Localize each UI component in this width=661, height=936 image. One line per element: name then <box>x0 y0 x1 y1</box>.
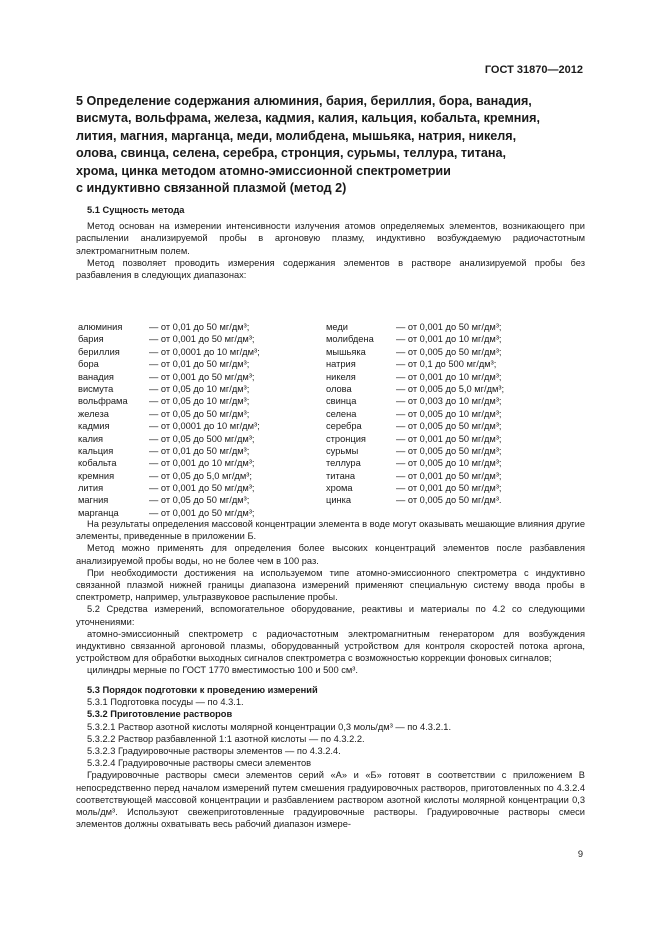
element-name: лития <box>78 483 104 494</box>
title-line: лития, магния, марганца, меди, молибдена, мышьяка, натрия, никеля, <box>76 128 517 143</box>
element-name: свинца <box>326 396 357 407</box>
paragraph: цилиндры мерные по ГОСТ 1770 вместимостью 100 и 500 см³. <box>87 665 358 676</box>
element-name: кобальта <box>78 458 117 469</box>
range-value: — от 0,001 до 50 мг/дм³; <box>396 483 502 494</box>
range-value: — от 0,001 до 50 мг/дм³; <box>149 507 255 518</box>
element-name: кальция <box>78 445 114 456</box>
range-value: — от 0,05 до 50 мг/дм³; <box>149 408 250 419</box>
item-5-3-2-2: 5.3.2.2 Раствор разбавленной 1:1 азотной кислоты — по 4.3.2.2. <box>87 733 365 744</box>
paragraph: На результаты определения массовой концентрации элемента в воде могут оказывать мешающие влияния другие элементы, приведенные в приложении Б. <box>76 519 585 542</box>
range-value: — от 0,003 до 10 мг/дм³; <box>396 396 502 407</box>
range-value: — от 0,05 до 10 мг/дм³; <box>149 396 250 407</box>
range-value: — от 0,001 до 50 мг/дм³; <box>149 334 255 345</box>
element-name: алюминия <box>78 322 123 332</box>
range-value: — от 0,0001 до 10 мг/дм³; <box>149 346 260 357</box>
range-value: — от 0,001 до 50 мг/дм³; <box>149 371 255 382</box>
element-name: мышьяка <box>326 346 366 357</box>
element-name: титана <box>326 470 356 481</box>
element-name: цинка <box>326 495 352 506</box>
element-name: серебра <box>326 421 362 432</box>
range-value: — от 0,001 до 50 мг/дм³; <box>396 322 502 332</box>
range-value: — от 0,005 до 50 мг/дм³; <box>396 421 502 432</box>
range-value: — от 0,001 до 10 мг/дм³; <box>396 334 502 345</box>
element-name: стронция <box>326 433 366 444</box>
range-value: — от 0,05 до 50 мг/дм³; <box>149 495 250 506</box>
range-value: — от 0,05 до 5,0 мг/дм³; <box>149 470 252 481</box>
range-value: — от 0,001 до 50 мг/дм³; <box>396 433 502 444</box>
element-name: селена <box>326 408 357 419</box>
paragraph: Метод позволяет проводить измерения содержания элементов в растворе анализируемой пробы без разбавления в следующих диапазонах: <box>76 257 585 281</box>
element-name: сурьмы <box>326 445 359 456</box>
title-line: 5 Определение содержания алюминия, бария, бериллия, бора, ванадия, <box>76 94 532 108</box>
element-name: кремния <box>78 470 115 481</box>
section-5-3 <box>76 684 585 830</box>
section-5-1 <box>76 204 585 281</box>
title-line: висмута, вольфрама, железа, кадмия, калия, кальция, кобальта, кремния, <box>76 111 540 126</box>
range-value: — от 0,1 до 500 мг/дм³; <box>396 359 497 370</box>
range-value: — от 0,001 до 10 мг/дм³; <box>396 371 502 382</box>
element-name: марганца <box>78 507 119 518</box>
element-name: бериллия <box>78 346 120 357</box>
range-value: — от 0,01 до 50 мг/дм³; <box>149 322 250 332</box>
section-5-title <box>76 93 596 197</box>
element-name: хрома <box>326 483 353 494</box>
range-value: — от 0,001 до 10 мг/дм³; <box>149 458 255 469</box>
range-value: — от 0,005 до 50 мг/дм³; <box>396 445 502 456</box>
element-name: ванадия <box>78 371 114 382</box>
element-name: бария <box>78 334 104 345</box>
element-name: бора <box>78 359 99 370</box>
section-5-1-heading: 5.1 Сущность метода <box>87 205 185 215</box>
item-5-3-2-1: 5.3.2.1 Раствор азотной кислоты молярной концентрации 0,3 моль/дм³ — по 4.3.2.1. <box>87 721 452 732</box>
range-value: — от 0,05 до 10 мг/дм³; <box>149 383 250 394</box>
paragraph: атомно-эмиссионный спектрометр с радиочастотным электромагнитным генератором для возбуждения индуктивно связанной аргоновой плазмы, оборудованный устройством для контроля скоростей потока аргона, устройством для обработки выходных сигналов спектрометра с возможностью коррекции фоновых сигналов; <box>76 628 585 664</box>
section-5-3-heading: 5.3 Порядок подготовки к проведению измерений <box>87 685 318 695</box>
title-line: с индуктивно связанной плазмой (метод 2) <box>76 181 347 196</box>
element-name: натрия <box>326 359 356 370</box>
element-name: олова <box>326 383 352 394</box>
range-value: — от 0,005 до 50 мг/дм³. <box>396 495 502 506</box>
range-value: — от 0,05 до 500 мг/дм³; <box>149 433 255 444</box>
element-name: кадмия <box>78 421 110 432</box>
element-name: железа <box>78 408 109 419</box>
paragraph: Градуировочные растворы смеси элементов серий «А» и «Б» готовят в соответствии с приложением В непосредственно перед началом измерений путем смешения градуировочных растворов, приготовленных по 4.3.2.4 соответствующей массовой концентрации и разбавлением раствором азотной кислоты молярной концентрации 0,3 моль/дм³. Используют свежеприготовленные градуировочные растворы. Градуировочные растворы смеси элементов должны охватывать весь рабочий диапазон измере- <box>76 770 585 830</box>
element-name: молибдена <box>326 334 374 345</box>
element-name: теллура <box>326 458 361 469</box>
range-value: — от 0,001 до 50 мг/дм³; <box>396 470 502 481</box>
paragraph: При необходимости достижения на используемом типе атомно-эмиссионного спектрометра с индуктивно связанной плазмой нижней границы диапазона измерений применяют специальную систему ввода пробы в спектрометр, например, ультразвуковое распыление пробы. <box>76 567 585 603</box>
range-value: — от 0,005 до 10 мг/дм³; <box>396 458 502 469</box>
title-line: хрома, цинка методом атомно-эмиссионной спектрометрии <box>76 163 451 178</box>
element-name: никеля <box>326 371 356 382</box>
document-code: ГОСТ 31870—2012 <box>484 64 583 76</box>
item-5-3-1: 5.3.1 Подготовка посуды — по 4.3.1. <box>87 697 244 708</box>
after-ranges <box>76 518 585 677</box>
element-name: меди <box>326 322 348 332</box>
range-value: — от 0,005 до 50 мг/дм³; <box>396 346 502 357</box>
page-number: 9 <box>577 849 583 859</box>
element-name: вольфрама <box>78 396 128 407</box>
paragraph: Метод можно применять для определения более высоких концентраций элементов после разбавления анализируемой пробы воды, но не более чем в 100 раз. <box>76 543 585 566</box>
range-value: — от 0,001 до 50 мг/дм³; <box>149 483 255 494</box>
paragraph: Метод основан на измерении интенсивности излучения атомов определяемых элементов, возникающего при распылении анализируемой пробы в аргоновую плазму, индуктивно возбуждаемую радиочастотным электромагнитным полем. <box>76 221 585 256</box>
item-5-3-2-4: 5.3.2.4 Градуировочные растворы смеси элементов <box>87 758 312 769</box>
item-5-3-2: 5.3.2 Приготовление растворов <box>87 709 233 720</box>
item-5-3-2-3: 5.3.2.3 Градуировочные растворы элементов — по 4.3.2.4. <box>87 746 341 757</box>
range-value: — от 0,005 до 10 мг/дм³; <box>396 408 502 419</box>
range-value: — от 0,005 до 5,0 мг/дм³; <box>396 383 505 394</box>
range-value: — от 0,01 до 50 мг/дм³; <box>149 359 250 370</box>
section-5-2: 5.2 Средства измерений, вспомогательное оборудование, реактивы и материалы по 4.2 со следующими уточнениями: <box>76 604 585 627</box>
element-name: калия <box>78 433 104 444</box>
element-name: магния <box>78 495 109 506</box>
range-value: — от 0,01 до 50 мг/дм³; <box>149 445 250 456</box>
range-value: — от 0,0001 до 10 мг/дм³; <box>149 421 260 432</box>
element-name: висмута <box>78 383 114 394</box>
title-line: олова, свинца, селена, серебра, стронция, сурьмы, теллура, титана, <box>76 146 507 161</box>
